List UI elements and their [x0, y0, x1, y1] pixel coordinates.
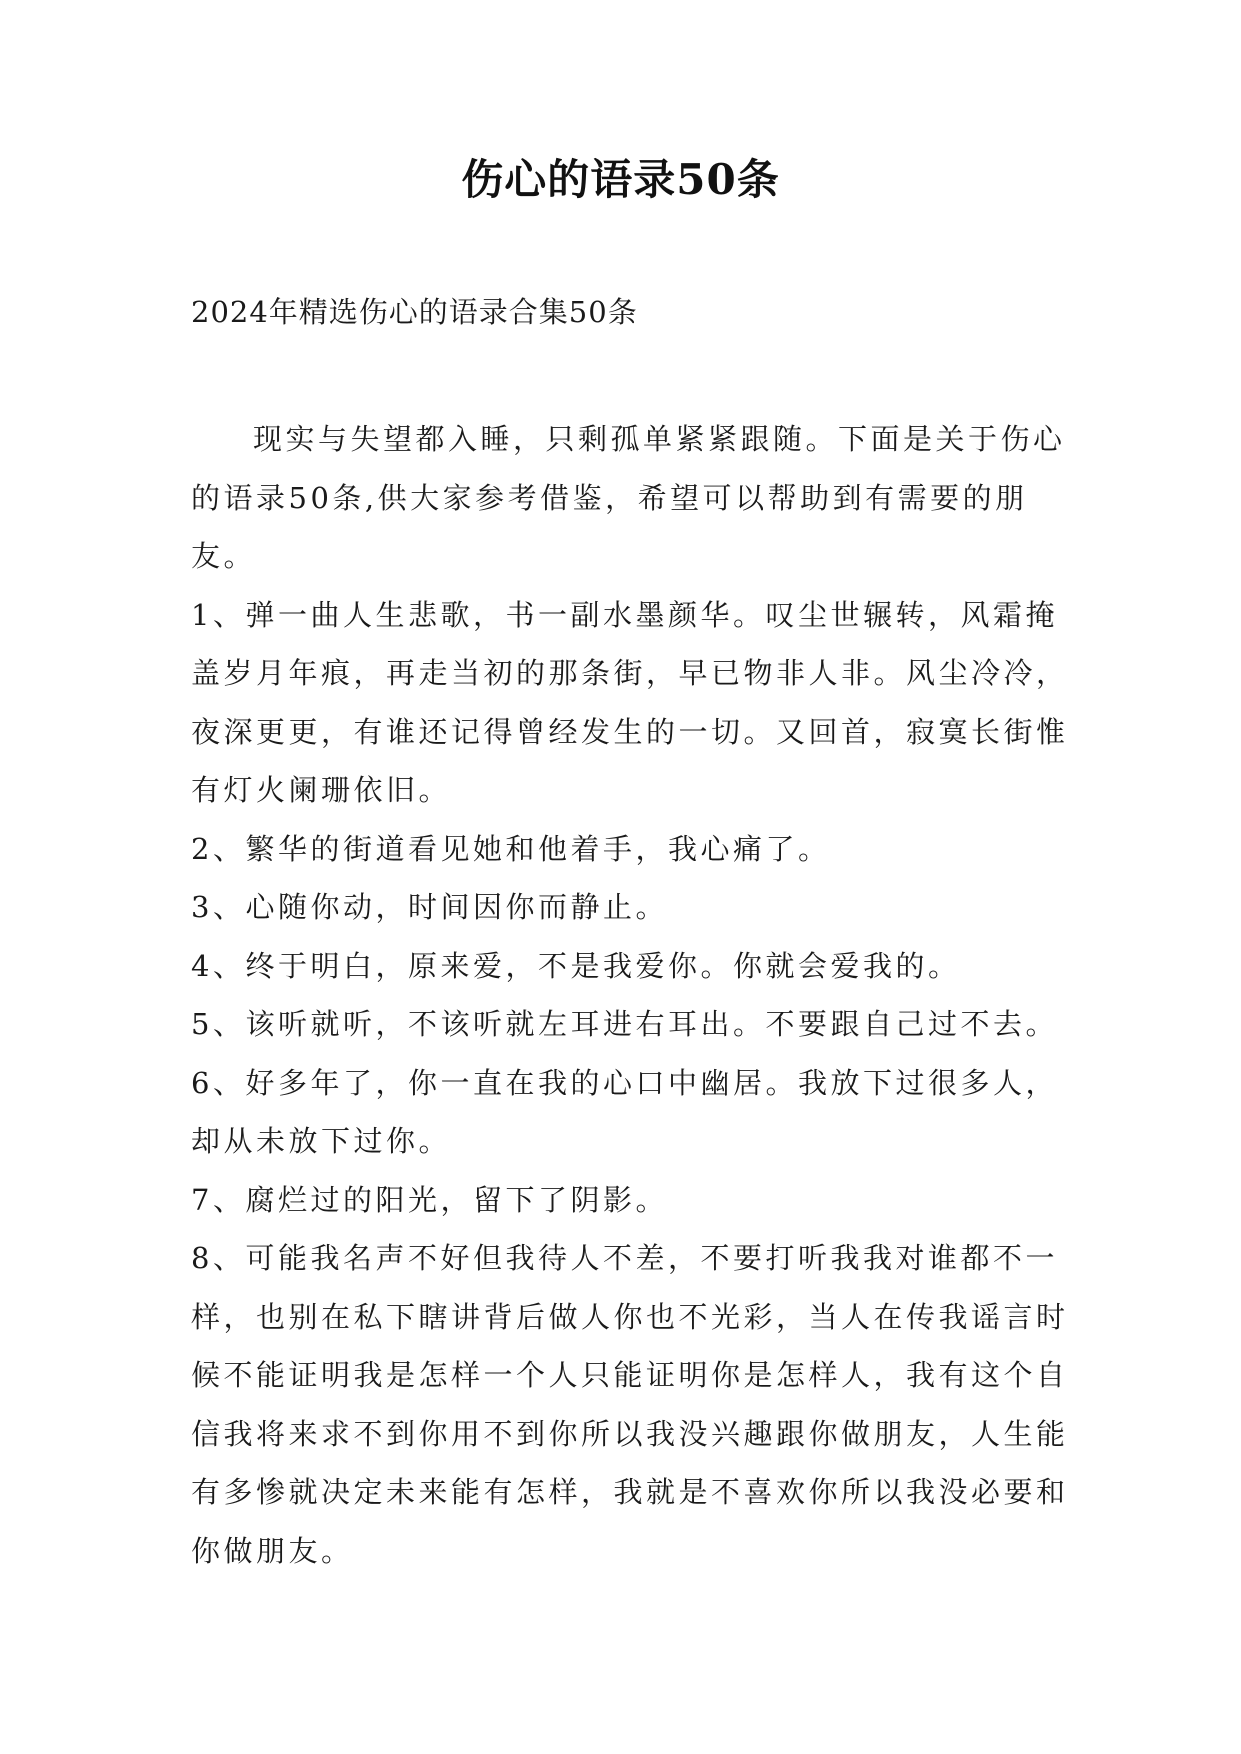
quote-item-2: 2、繁华的街道看见她和他着手，我心痛了。 — [191, 831, 831, 866]
intro-paragraph: 现实与失望都入睡，只剩孤单紧紧跟随。下面是关于伤心的语录50条,供大家参考借鉴，希望可以帮助到有需要的朋友。 — [191, 422, 1066, 573]
quote-item-6: 6、好多年了，你一直在我的心口中幽居。我放下过很多人，却从未放下过你。 — [191, 1065, 1058, 1158]
document-subtitle: 2024年精选伤心的语录合集50条 — [191, 295, 638, 329]
quote-item-4: 4、终于明白，原来爱，不是我爱你。你就会爱我的。 — [191, 948, 961, 983]
quote-item-3: 3、心随你动，时间因你而静止。 — [191, 890, 668, 924]
quote-item-7: 7、腐烂过的阳光，留下了阴影。 — [191, 1182, 668, 1217]
quote-item-5: 5、该听就听，不该听就左耳进右耳出。不要跟自己过不去。 — [191, 1007, 1058, 1041]
document-body — [191, 410, 1071, 1580]
document-title: 伤心的语录50条 — [461, 155, 780, 204]
quote-item-8: 8、可能我名声不好但我待人不差，不要打听我我对谁都不一样，也别在私下瞎讲背后做人你也不光彩，当人在传我谣言时候不能证明我是怎样一个人只能证明你是怎样人，我有这个自信我将来求不到你用不到你所以我没兴趣跟你做朋友，人生能有多惨就决定未来能有怎样，我就是不喜欢你所以我没必要和你做朋友。 — [191, 1241, 1069, 1568]
quote-item-1: 1、弹一曲人生悲歌，书一副水墨颜华。叹尘世辗转，风霜掩盖岁月年痕，再走当初的那条街，早已物非人非。风尘冷冷，夜深更更，有谁还记得曾经发生的一切。又回首，寂寞长街惟有灯火阑珊依旧。 — [191, 597, 1069, 807]
